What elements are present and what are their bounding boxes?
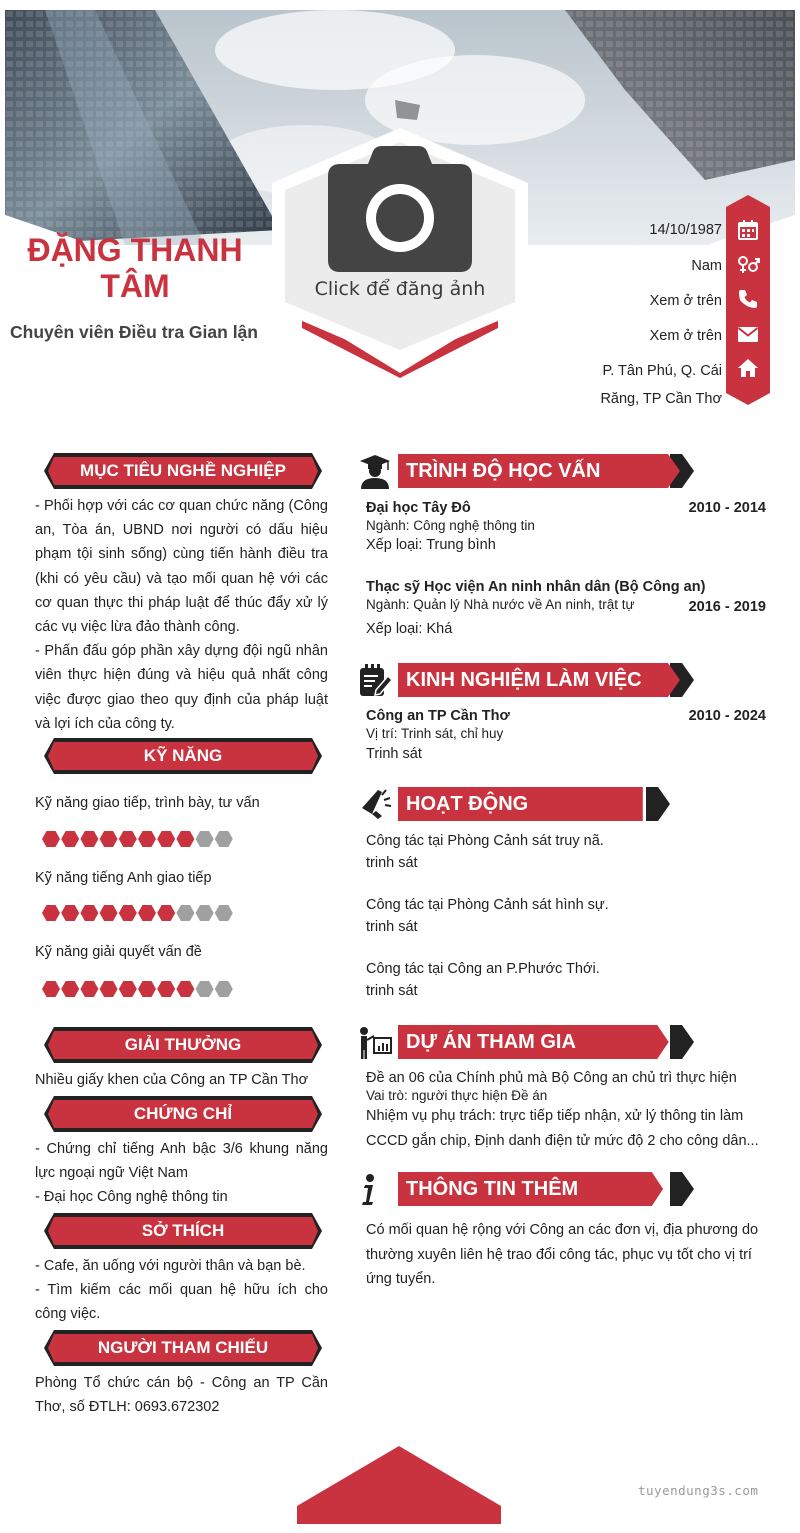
- section-heading-references: [44, 1330, 322, 1366]
- section-heading-skills: [44, 738, 322, 774]
- skill-dot-filled: [176, 981, 194, 997]
- additional-text: Có mối quan hệ rộng với Công an các đơn vị, địa phương do thường xuyên liên hệ trao đổi công tác, phục vụ tốt cho vị trí ứng tuyển.: [366, 1222, 759, 1287]
- certificate-item: - Chứng chỉ tiếng Anh bậc 3/6 khung năng lực ngoại ngữ Việt Nam: [35, 1141, 328, 1182]
- skill-dot-filled: [80, 905, 98, 921]
- megaphone-icon: [358, 786, 392, 822]
- section-heading-activities: [358, 786, 698, 824]
- project-name: Đề an 06 của Chính phủ mà Bộ Công an chủ trì thực hiện: [366, 1070, 737, 1086]
- section-title: SỞ THÍCH: [141, 1221, 225, 1240]
- contact-phone: Xem ở trên: [649, 293, 722, 309]
- skill-dot-filled: [119, 981, 137, 997]
- education-school: Đại học Tây Đô: [366, 500, 471, 516]
- education-period: 2010 - 2014: [688, 500, 766, 516]
- section-title: GIẢI THƯỞNG: [124, 1035, 242, 1054]
- section-title: KINH NGHIỆM LÀM VIỆC: [406, 669, 642, 691]
- skill-name: Kỹ năng tiếng Anh giao tiếp: [35, 870, 212, 886]
- job-title: Chuyên viên Điều tra Gian lận: [10, 322, 258, 342]
- skill-dot-filled: [119, 831, 137, 847]
- skill-dot-empty: [196, 905, 214, 921]
- camera-icon: [328, 146, 472, 272]
- skill-dot-filled: [100, 831, 118, 847]
- skill-dot-filled: [80, 981, 98, 997]
- skill-dot-filled: [157, 981, 175, 997]
- skill-rating: [42, 829, 238, 849]
- skill-dot-filled: [42, 831, 60, 847]
- project-task: Nhiệm vụ phụ trách: trực tiếp tiếp nhận, xử lý thông tin làm CCCD gắn chip, Định danh điện tử mức độ 2 cho công dân...: [366, 1108, 759, 1149]
- skill-dot-empty: [215, 905, 233, 921]
- education-school: Thạc sỹ Học viện An ninh nhân dân (Bộ Công an): [366, 579, 706, 595]
- section-heading-education: [358, 453, 698, 491]
- envelope-icon: [736, 322, 760, 346]
- experience-company: Công an TP Cần Thơ: [366, 708, 510, 724]
- skill-dot-filled: [138, 905, 156, 921]
- graduate-icon: [358, 453, 392, 489]
- section-title: MỤC TIÊU NGHỀ NGHIỆP: [80, 461, 286, 480]
- activity-name: Công tác tại Công an P.Phước Thới.: [366, 961, 600, 977]
- section-heading-experience: [358, 662, 698, 700]
- gender-icon: [736, 253, 760, 277]
- skill-dot-filled: [138, 831, 156, 847]
- footer-decoration: [297, 1446, 501, 1524]
- section-title: KỸ NĂNG: [143, 746, 223, 765]
- skill-rating: [42, 903, 238, 923]
- calendar-icon: [736, 218, 760, 242]
- contact-birthdate: 14/10/1987: [649, 222, 722, 238]
- education-major: Ngành: Công nghệ thông tin: [366, 518, 535, 533]
- education-grade: Xếp loại: Trung bình: [366, 537, 496, 553]
- avatar-caption: Click để đăng ảnh: [314, 278, 486, 300]
- skill-rating: [42, 979, 238, 999]
- section-heading-objective: [44, 453, 322, 489]
- home-icon: [736, 356, 760, 380]
- objective-text: - Phối hợp với các cơ quan chức năng (Công an, Tòa án, UBND nơi người có dấu hiệu phạm tội sinh sống) cùng tiến hành điều tra (khi có yêu cầu) và tạo mối quan hệ với các cơ quan thực thi pháp luật để thúc đẩy xử lý các vụ việc lừa đảo thành công. - Phấn đấu góp phần xây dựng đội ngũ nhân viên thực hiện đúng và hiệu quả nhất công việc được giao theo quy định của pháp luật và lợi ích của công ty.: [35, 498, 328, 732]
- section-heading-projects: [358, 1024, 698, 1062]
- education-period: 2016 - 2019: [688, 599, 766, 615]
- skill-dot-filled: [61, 831, 79, 847]
- skill-dot-filled: [42, 905, 60, 921]
- section-heading-additional: [358, 1171, 698, 1209]
- contact-gender: Nam: [691, 258, 722, 274]
- section-title: NGƯỜI THAM CHIẾU: [97, 1338, 269, 1357]
- activity-role: trinh sát: [366, 919, 418, 935]
- section-title: THÔNG TIN THÊM: [406, 1178, 579, 1200]
- info-icon: [358, 1171, 392, 1207]
- skill-dot-filled: [119, 905, 137, 921]
- skill-dot-empty: [176, 905, 194, 921]
- activity-role: trinh sát: [366, 855, 418, 871]
- experience-description: Trinh sát: [366, 746, 422, 762]
- section-heading-certificates: [44, 1096, 322, 1132]
- contact-address: P. Tân Phú, Q. Cái Răng, TP Cần Thơ: [600, 363, 722, 407]
- presentation-icon: [358, 1024, 392, 1060]
- skill-dot-empty: [196, 831, 214, 847]
- section-title: DỰ ÁN THAM GIA: [406, 1031, 576, 1053]
- clipboard-pen-icon: [358, 662, 392, 698]
- hobby-item: - Tìm kiếm các mối quan hệ hữu ích cho công việc.: [35, 1282, 328, 1323]
- skill-dot-filled: [176, 831, 194, 847]
- section-heading-hobbies: [44, 1213, 322, 1249]
- experience-position: Vị trí: Trinh sát, chỉ huy: [366, 726, 504, 741]
- section-heading-awards: [44, 1027, 322, 1063]
- education-grade: Xếp loại: Khá: [366, 621, 453, 637]
- references-text: Phòng Tổ chức cán bộ - Công an TP Cần Thơ, số ĐTLH: 0693.672302: [35, 1375, 328, 1416]
- section-title: HOẠT ĐỘNG: [406, 793, 529, 815]
- skill-dot-filled: [100, 981, 118, 997]
- activity-role: trinh sát: [366, 983, 418, 999]
- skill-name: Kỹ năng giải quyết vấn đề: [35, 944, 202, 960]
- skill-dot-empty: [215, 831, 233, 847]
- activity-name: Công tác tại Phòng Cảnh sát hình sự.: [366, 897, 609, 913]
- contact-email: Xem ở trên: [649, 328, 722, 344]
- certificate-item: - Đại học Công nghệ thông tin: [35, 1189, 228, 1205]
- experience-period: 2010 - 2024: [688, 708, 766, 724]
- skill-dot-filled: [61, 905, 79, 921]
- avatar-upload[interactable]: [270, 128, 530, 378]
- skill-dot-filled: [100, 905, 118, 921]
- section-title: TRÌNH ĐỘ HỌC VẤN: [406, 460, 601, 482]
- project-role: Vai trò: người thực hiện Đề án: [366, 1088, 548, 1103]
- skill-dot-filled: [80, 831, 98, 847]
- skill-dot-filled: [138, 981, 156, 997]
- skill-dot-filled: [157, 905, 175, 921]
- phone-icon: [736, 287, 760, 311]
- skill-dot-filled: [61, 981, 79, 997]
- skill-name: Kỹ năng giao tiếp, trình bày, tư vấn: [35, 795, 260, 811]
- activity-name: Công tác tại Phòng Cảnh sát truy nã.: [366, 833, 604, 849]
- skill-dot-empty: [215, 981, 233, 997]
- watermark: tuyendung3s.com: [638, 1483, 759, 1498]
- awards-text: Nhiều giấy khen của Công an TP Cần Thơ: [35, 1072, 309, 1088]
- skill-dot-empty: [196, 981, 214, 997]
- education-major: Ngành: Quản lý Nhà nước về An ninh, trật tự: [366, 597, 635, 612]
- skill-dot-filled: [42, 981, 60, 997]
- skill-dot-filled: [157, 831, 175, 847]
- hobby-item: - Cafe, ăn uống với người thân và bạn bè.: [35, 1258, 306, 1274]
- section-title: CHỨNG CHỈ: [133, 1104, 233, 1123]
- candidate-name: ĐẶNG THANH TÂM: [27, 232, 243, 304]
